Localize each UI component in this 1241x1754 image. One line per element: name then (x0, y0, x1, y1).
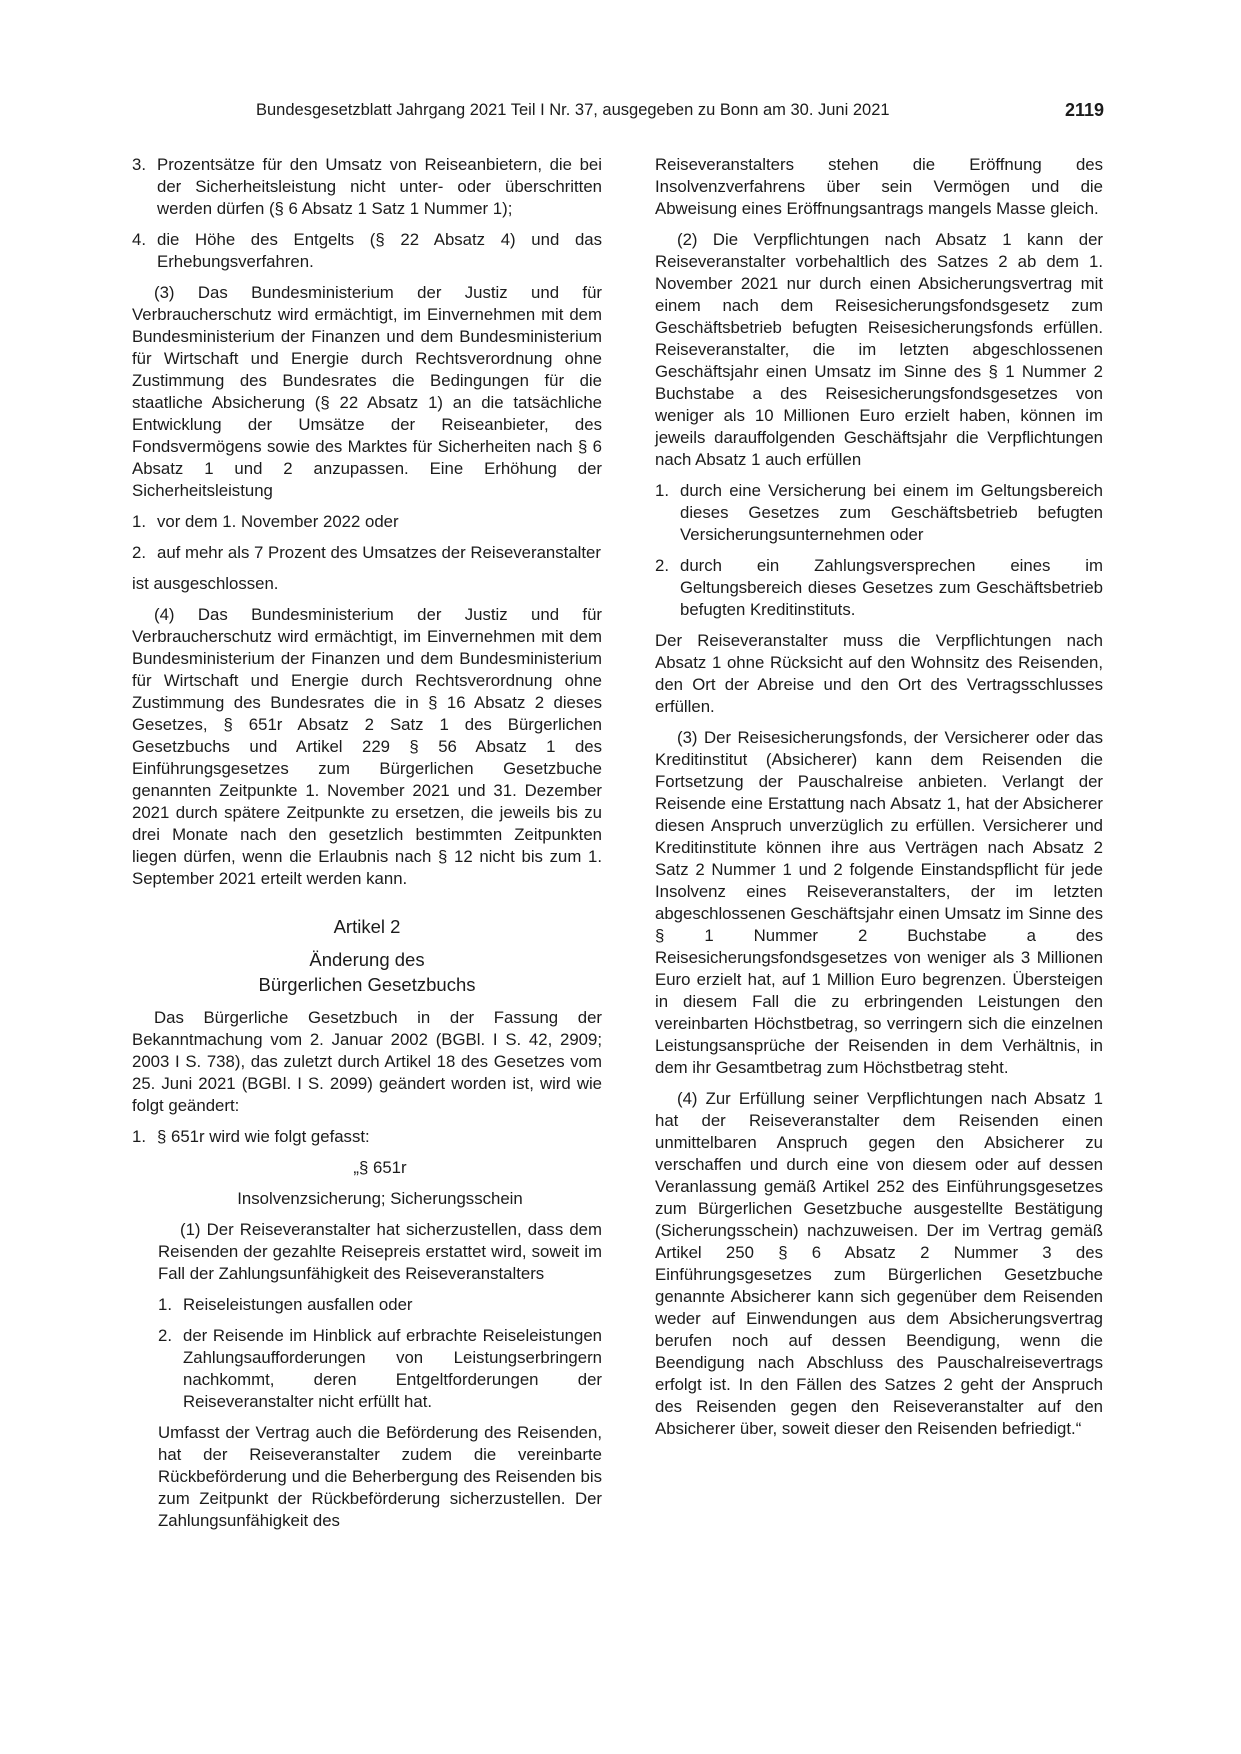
list-number: 1. (655, 481, 669, 500)
list-item (132, 229, 602, 273)
list-item (655, 555, 1103, 621)
list-item (655, 480, 1103, 546)
article-title (132, 947, 602, 997)
section-number: „§ 651r (353, 1158, 407, 1177)
list-number: 1. (132, 1127, 146, 1146)
list-text: Reiseleistungen ausfallen oder (183, 1295, 413, 1314)
page-header (256, 98, 1104, 124)
paragraph-3-tail: ist ausgeschlossen. (132, 574, 279, 593)
article-title-line-1: Änderung des (309, 949, 425, 970)
list-number: 1. (158, 1295, 172, 1314)
list-text: vor dem 1. November 2022 oder (157, 512, 399, 531)
list-text: auf mehr als 7 Prozent des Umsatzes der Reiseveranstalter (157, 543, 601, 562)
list-number: 2. (158, 1326, 172, 1345)
section-paragraph-1-tail: Umfasst der Vertrag auch die Beförderung des Reisenden, hat der Reiseveranstalter zudem die vereinbarte Rückbeförderung und die Beherbergung des Reisenden bis zum Zeitpunkt der Rückbeförderung sicherzustellen. Der Zahlungsunfähigkeit des (158, 1423, 602, 1530)
section-paragraph-3: (3) Der Reisesicherungsfonds, der Versicherer oder das Kreditinstitut (Absicherer) kann dem Reisenden die Fortsetzung der Pauschalreise anbieten. Verlangt der Reisende eine Erstattung nach Absatz 1, hat der Absicherer diesen Anspruch unverzüglich zu erfüllen. Versicherer und Kreditinstitute können ihre aus Verträgen nach Absatz 2 Satz 2 Nummer 1 und 2 folgende Einstandspflicht für jede Insolvenz eines Reiseveranstalters, der im letzten abgeschlossenen Geschäftsjahr einen Umsatz im Sinne des § 1 Nummer 2 Buchstabe a des Reisesicherungsfondsgesetzes von weniger als 3 Millionen Euro erzielt hat, auf 1 Million Euro begrenzen. Übersteigen in diesem Fall die zu erbringenden Leistungen den vereinbarten Höchstbetrag, so verringern sich die einzelnen Leistungsansprüche der Reisenden in dem Verhältnis, in dem ihr Gesamtbetrag zum Höchstbetrag steht. (655, 728, 1103, 1077)
list-number: 2. (132, 543, 146, 562)
list-item (132, 542, 602, 564)
list-number: 2. (655, 556, 669, 575)
list-item (158, 1325, 602, 1413)
article-intro: Das Bürgerliche Gesetzbuch in der Fassung der Bekanntmachung vom 2. Januar 2002 (BGBl. I S. 42, 2909; 2003 I S. 738), das zuletzt durch Artikel 18 des Gesetzes vom 25. Juni 2021 (BGBl. I S. 2099) geändert worden ist, wird wie folgt geändert: (132, 1008, 602, 1115)
list-number: 3. (132, 155, 146, 174)
list-number: 1. (132, 512, 146, 531)
list-item (132, 1126, 602, 1148)
section-paragraph-2-tail: Der Reiseveranstalter muss die Verpflichtungen nach Absatz 1 ohne Rücksicht auf den Wohnsitz des Reisenden, den Ort der Abreise und den Ort des Vertragsschlusses erfüllen. (655, 631, 1103, 716)
article-number: Artikel 2 (333, 916, 401, 937)
section-paragraph-2: (2) Die Verpflichtungen nach Absatz 1 kann der Reiseveranstalter vorbehaltlich des Satzes 2 ab dem 1. November 2021 nur durch einen Absicherungsvertrag mit einem nach dem Reisesicherungsfondsgesetz zum Geschäftsbetrieb befugten Reisesicherungsfonds erfüllen. Reiseveranstalter, die im letzten abgeschlossenen Geschäftsjahr einen Umsatz im Sinne des § 1 Nummer 2 Buchstabe a des Reisesicherungsfondsgesetzes von weniger als 10 Millionen Euro erzielt haben, können im jeweils darauffolgenden Geschäftsjahr die Verpflichtungen nach Absatz 1 auch erfüllen (655, 230, 1103, 469)
list-number: 4. (132, 230, 146, 249)
quoted-section (158, 1157, 602, 1532)
right-column (655, 154, 1103, 1449)
page-number: 2119 (1064, 100, 1104, 120)
paragraph-4: (4) Das Bundesministerium der Justiz und für Verbraucherschutz wird ermächtigt, im Einvernehmen mit dem Bundesministerium der Finanzen und dem Bundesministerium für Wirtschaft und Energie durch Rechtsverordnung ohne Zustimmung des Bundesrates die in § 16 Absatz 2 dieses Gesetzes, § 651r Absatz 2 Satz 1 des Bürgerlichen Gesetzbuchs und Artikel 229 § 56 Absatz 1 des Einführungsgesetzes zum Bürgerlichen Gesetzbuche genannten Zeitpunkte 1. November 2021 und 31. Dezember 2021 durch spätere Zeitpunkte zu ersetzen, die jeweils bis zu drei Monate nach den gesetzlich bestimmten Zeitpunkten liegen dürfen, wenn die Erlaubnis nach § 12 nicht bis zum 1. September 2021 erteilt werden kann. (132, 605, 602, 888)
list-text: der Reisende im Hinblick auf erbrachte Reiseleistungen Zahlungsaufforderungen von Leistungserbringern nachkommt, deren Entgeltforderungen der Reiseveranstalter nicht erfüllt hat. (183, 1326, 602, 1411)
paragraph-3: (3) Das Bundesministerium der Justiz und für Verbraucherschutz wird ermächtigt, im Einvernehmen mit dem Bundesministerium der Finanzen und dem Bundesministerium für Wirtschaft und Energie durch Rechtsverordnung ohne Zustimmung des Bundesrates die Bedingungen für die staatliche Absicherung (§ 22 Absatz 1) an die tatsächliche Entwicklung der Umsätze der Reiseanbieter, des Fondsvermögens sowie des Marktes für Sicherheiten nach § 6 Absatz 1 und 2 anzupassen. Eine Erhöhung der Sicherheitsleistung (132, 283, 602, 500)
list-text: die Höhe des Entgelts (§ 22 Absatz 4) und das Erhebungsverfahren. (157, 230, 602, 271)
section-paragraph-4: (4) Zur Erfüllung seiner Verpflichtungen nach Absatz 1 hat der Reiseveranstalter dem Reisenden einen unmittelbaren Anspruch gegen den Absicherer zu verschaffen und durch eine von diesem oder auf dessen Veranlassung gemäß Artikel 252 des Einführungsgesetzes zum Bürgerlichen Gesetzbuche ausgestellte Bestätigung (Sicherungsschein) nachzuweisen. Der im Vertrag gemäß Artikel 250 § 6 Absatz 2 Nummer 3 des Einführungsgesetzes zum Bürgerlichen Gesetzbuche genannte Absicherer kann sich gegenüber dem Reisenden weder auf Einwendungen aus dem Absicherungsvertrag berufen noch auf dessen Beendigung, wenn die Beendigung nach Abschluss des Pauschalreisevertrags erfolgt ist. In den Fällen des Satzes 2 geht der Anspruch des Reisenden gegen den Reiseveranstalter auf den Absicherer über, soweit dieser den Reisenden befriedigt.“ (655, 1089, 1103, 1438)
list-item (132, 154, 602, 220)
section-paragraph-1: (1) Der Reiseveranstalter hat sicherzustellen, dass dem Reisenden der gezahlte Reisepreis erstattet wird, soweit im Fall der Zahlungsunfähigkeit des Reiseveranstalters (158, 1220, 602, 1283)
article-title-line-2: Bürgerlichen Gesetzbuchs (258, 974, 476, 995)
list-item (132, 511, 602, 533)
list-item (158, 1294, 602, 1316)
section-title: Insolvenzsicherung; Sicherungsschein (237, 1189, 523, 1208)
gazette-title: Bundesgesetzblatt Jahrgang 2021 Teil I Nr. 37, ausgegeben zu Bonn am 30. Juni 2021 (256, 101, 890, 119)
list-text: § 651r wird wie folgt gefasst: (157, 1127, 370, 1146)
list-text: durch ein Zahlungsversprechen eines im Geltungsbereich dieses Gesetzes zum Geschäftsbetrieb befugten Kreditinstituts. (680, 556, 1103, 619)
list-text: Prozentsätze für den Umsatz von Reiseanbietern, die bei der Sicherheitsleistung nicht unter- oder überschritten werden dürfen (§ 6 Absatz 1 Satz 1 Nummer 1); (157, 155, 602, 218)
left-column (132, 154, 602, 1541)
list-text: durch eine Versicherung bei einem im Geltungsbereich dieses Gesetzes zum Geschäftsbetrieb befugten Versicherungsunternehmen oder (680, 481, 1103, 544)
continued-paragraph: Reiseveranstalters stehen die Eröffnung des Insolvenzverfahrens über sein Vermögen und die Abweisung eines Eröffnungsantrags mangels Masse gleich. (655, 155, 1103, 218)
